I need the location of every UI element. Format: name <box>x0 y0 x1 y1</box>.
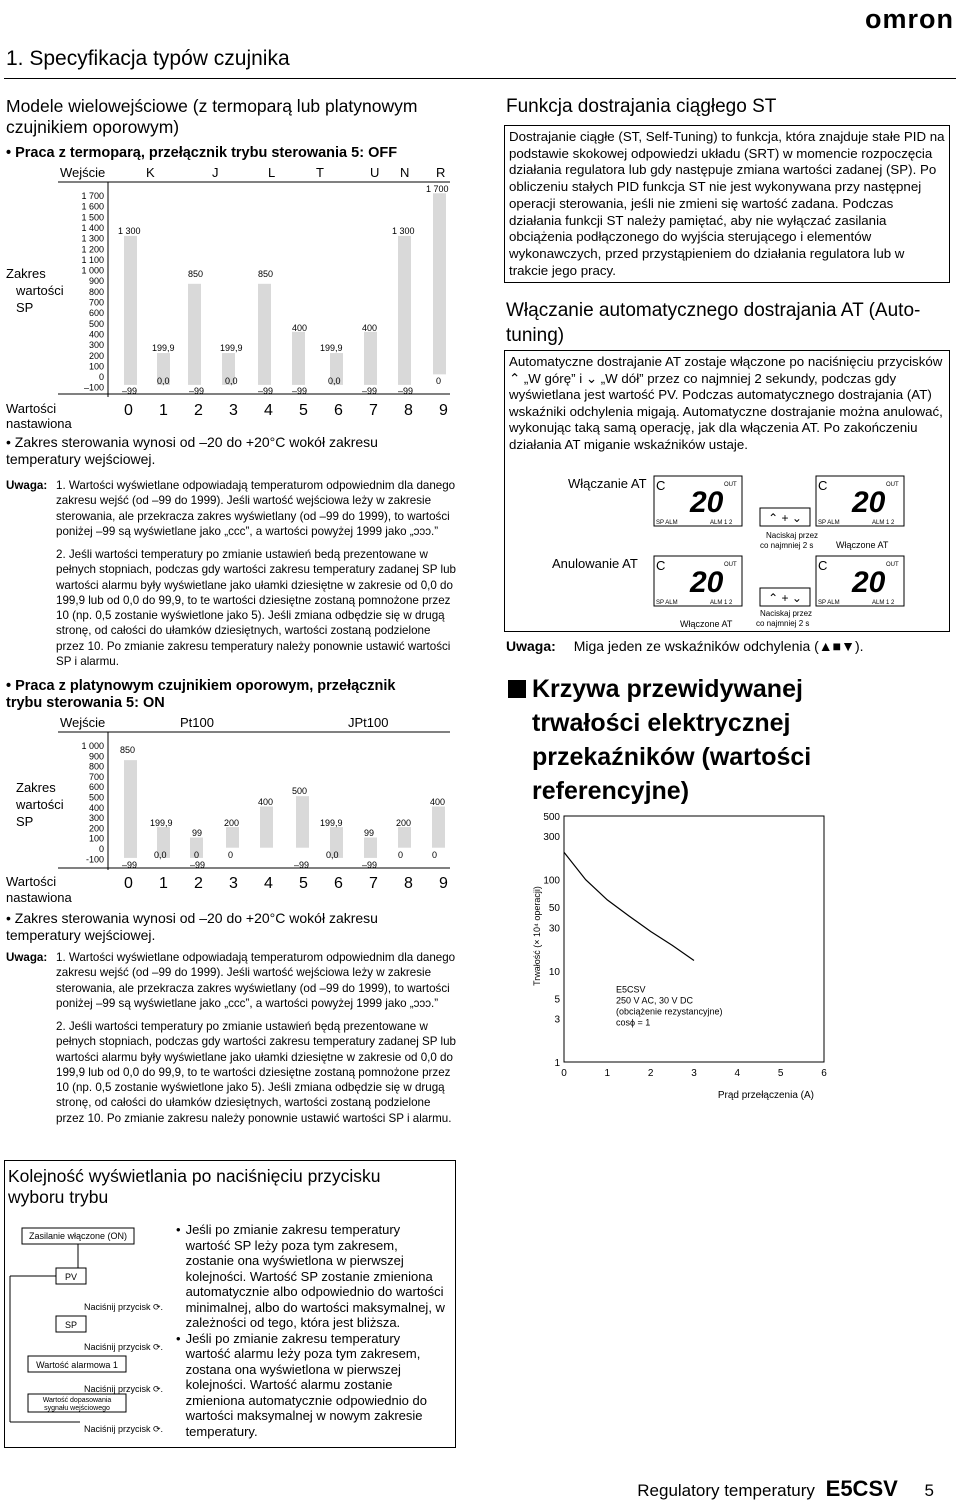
tc-bar-top-label: 850 <box>188 269 204 279</box>
tc-scale-tick: 700 <box>88 297 104 308</box>
pt-mid-label: 199,9 <box>320 818 343 828</box>
tc-scale-tick: 1 100 <box>81 254 104 265</box>
pt-mid-label: 200 <box>224 818 240 828</box>
sequence-bullet-1: • Jeśli po zmianie zakresu temperatury wartość SP leży poza tym zakresem, zostanie ona wyświetlona w pierwszej kolejności. Wartość SP zostanie zmieniona automatycznie albo odpowiednio do wartości minimalnej, albo do wartości maksymalnej, w zależności od tego, która jest bliższa. <box>176 1222 445 1330</box>
tc-scale-tick: 1 400 <box>81 222 104 233</box>
at-press-2: co najmniej 2 s <box>760 541 814 550</box>
tc-bar-top-label: 850 <box>258 269 274 279</box>
pt-top-label: 400 <box>258 797 274 807</box>
sequence-bullets <box>176 1222 448 1439</box>
chart-x-tick: 4 <box>734 1068 741 1079</box>
tc-input-label: Wejście <box>60 165 106 180</box>
at-panel-c: C <box>818 478 828 493</box>
footer-model: E5CSV <box>825 1476 898 1501</box>
relay-life-chart <box>506 808 846 1104</box>
pt-scale-tick: 900 <box>88 751 104 762</box>
pt-neg-label: –99 <box>190 860 206 870</box>
pt-bar-0 <box>124 760 137 858</box>
tc-scale-tick: 500 <box>88 318 104 329</box>
tc-bar-2 <box>188 284 201 385</box>
at-body: Automatyczne dostrajanie AT zostaje włączone po naciśnięciu przycisków ⌃ „W górę” i ⌄ „W dół” przez co najmniej 2 sekundy, podczas gdy wyświetlana jest wartość PV. Podczas automatycznego dostrajania (AT) wskaźniki odchylenia migają. Automatyczne dostrajanie można anulować, wykonując taką samą operację, jak dla włączenia AT. Po zakończeniu działania AT miganie wskaźników ustaje. <box>509 354 943 452</box>
tc-scale-tick: 600 <box>88 308 104 319</box>
at-panel-c: C <box>656 478 666 493</box>
seq-power-text: Zasilanie włączone (ON) <box>28 1231 128 1241</box>
chart-legend-line: cosϕ = 1 <box>616 1017 651 1028</box>
title-rule <box>4 78 956 79</box>
at-uwaga: Uwaga: <box>506 638 556 654</box>
at-on-state-2: Włączone AT <box>680 619 733 629</box>
chart-y-tick: 50 <box>548 903 560 915</box>
pt-zero-label: 0,0 <box>326 850 339 860</box>
pt-input-label: Wejście <box>60 715 106 730</box>
pt-zero-label: 0 <box>398 850 404 860</box>
pt-zero-label: 0 <box>228 850 234 860</box>
chart-x-tick: 5 <box>777 1068 784 1079</box>
pt-range-note: • Zakres sterowania wynosi od –20 do +20°C wokół zakresu temperatury wejściowej. <box>6 910 378 943</box>
tc-dec-label: 199,9 <box>320 343 343 353</box>
at-on-label: Włączanie AT <box>568 476 647 491</box>
tc-range-label-1: Zakres <box>6 266 46 281</box>
pt-mid-label: 199,9 <box>150 818 173 828</box>
pt-set-value: 9 <box>439 875 448 892</box>
at-panel-sp-alm: SP ALM <box>818 520 840 526</box>
pt-set-value: 7 <box>369 875 378 892</box>
chart-x-tick: 3 <box>691 1068 697 1079</box>
tc-bar-top-label: 1 700 <box>426 184 449 194</box>
pt-set-value: 4 <box>264 875 273 892</box>
chart-frame <box>564 816 824 1062</box>
tc-input-N: N <box>400 165 410 180</box>
tc-set-label-2: nastawiona <box>6 416 72 431</box>
at-uwaga-row <box>506 638 864 654</box>
at-panel-alm12: ALM 1 2 <box>872 520 895 526</box>
tc-neg-label: –99 <box>398 386 414 396</box>
chart-x-tick: 2 <box>647 1068 654 1079</box>
tc-range-diagram <box>0 162 470 432</box>
at-panel-alm12: ALM 1 2 <box>872 600 895 606</box>
tc-bar-4 <box>258 284 271 385</box>
pt-scale-tick: 0 <box>98 844 104 854</box>
tc-set-value: 7 <box>369 402 378 419</box>
omron-logo: omron <box>865 4 954 34</box>
tc-set-value: 4 <box>264 402 273 419</box>
at-panel-out: OUT <box>724 562 737 568</box>
pt-scale-tick: 600 <box>88 782 104 793</box>
at-panel-alm12: ALM 1 2 <box>710 520 733 526</box>
at-panel-sp-alm: SP ALM <box>656 520 678 526</box>
tc-scale-tick: 800 <box>88 286 104 297</box>
pt-bar-3 <box>226 827 239 848</box>
tc-scale-tick: 1 000 <box>81 265 104 276</box>
tc-scale-tick: 1 200 <box>81 244 104 255</box>
seq-press-label: Naciśnij przycisk ⟳. <box>84 1424 164 1434</box>
pt-set-label-2: nastawiona <box>6 890 72 905</box>
at-panel-display: 20 <box>852 486 886 519</box>
seq-press-label: Naciśnij przycisk ⟳. <box>84 1384 164 1394</box>
tc-set-value: 2 <box>194 402 203 419</box>
tc-zero-label: 0,0 <box>157 376 170 386</box>
tc-zero-label: 0 <box>436 376 442 386</box>
at-panel-out: OUT <box>886 482 899 488</box>
tc-bar-8 <box>398 236 411 385</box>
tc-scale-tick: 1 500 <box>81 212 104 223</box>
tc-neg-label: –99 <box>362 386 378 396</box>
pt-zero-label: 0 <box>194 850 200 860</box>
tc-set-value: 5 <box>299 402 308 419</box>
tc-bar-9 <box>433 193 446 374</box>
chart-legend-line: E5CSV <box>616 984 646 995</box>
at-panel-alm12: ALM 1 2 <box>710 600 733 606</box>
pt-top-label: 400 <box>430 797 446 807</box>
tc-set-label-1: Wartości <box>6 401 57 416</box>
pt-scale-tick: 800 <box>88 761 104 772</box>
at-panel-sp-alm: SP ALM <box>818 600 840 606</box>
footer-page: 5 <box>924 1481 934 1500</box>
tc-set-value: 8 <box>404 402 413 419</box>
relay-title: Krzywa przewidywanej trwałości elektrycznej przekaźników (wartości referencyjne) <box>532 675 812 805</box>
chart-x-tick: 0 <box>561 1068 567 1079</box>
pt-neg-label: –99 <box>122 860 138 870</box>
tc-scale-tick: 300 <box>88 340 104 351</box>
tc-dec-label: 199,9 <box>152 343 175 353</box>
pt-scale-tick: 200 <box>88 823 104 834</box>
at-panel-out: OUT <box>886 562 899 568</box>
footer-text: Regulatory temperatury <box>637 1481 815 1500</box>
at-press-4: co najmniej 2 s <box>756 619 810 628</box>
pt-bar-5 <box>296 796 309 848</box>
tc-bar-top-label: 1 300 <box>392 226 415 236</box>
tc-bar-top-label: 400 <box>292 323 308 333</box>
tc-uwaga: Uwaga: <box>6 479 48 492</box>
tc-heading: • Praca z termoparą, przełącznik trybu sterowania 5: OFF <box>6 145 398 161</box>
chart-legend-line: (obciążenie rezystancyjne) <box>616 1006 723 1017</box>
sequence-bullet-2: • Jeśli po zmianie zakresu temperatury wartość alarmu leży poza tym zakresem, zostana ona wyświetlona w pierwszej kolejności. Wartość alarmu zostanie zmieniona automatycznie odpowiednio do wartości maksymalnej w nowym zakresie temperatury. <box>176 1330 427 1439</box>
tc-input-J: J <box>212 165 219 180</box>
pt-scale-tick: 1 000 <box>81 741 104 751</box>
footer <box>637 1476 934 1502</box>
tc-range-label-3: SP <box>16 300 34 315</box>
pt-top-label: 500 <box>292 786 308 796</box>
pt-set-label-1: Wartości <box>6 874 57 889</box>
tc-bar-5 <box>292 332 305 385</box>
chart-legend-line: 250 V AC, 30 V DC <box>616 995 694 1006</box>
tc-input-K: K <box>146 165 155 180</box>
pt-input-jpt100: JPt100 <box>348 715 389 730</box>
at-button-glyph: ⌃ + ⌄ <box>768 511 802 525</box>
chart-x-tick: 6 <box>821 1068 827 1079</box>
pt-bar-7 <box>364 838 377 858</box>
models-heading: Modele wielowejściowe (z termoparą lub platynowym czujnikiem oporowym) <box>6 96 418 137</box>
at-press-1: Naciskaj przez <box>766 531 819 540</box>
pt-heading: • Praca z platynowym czujnikiem oporowym, przełącznik trybu sterowania 5: ON <box>6 678 396 711</box>
tc-neg-label: –99 <box>258 386 274 396</box>
at-uwaga-text: Miga jeden ze wskaźników odchylenia (▲■▼). <box>573 638 864 654</box>
tc-zero-label: 0,0 <box>328 376 341 386</box>
seq-box-text: Wartość alarmowa 1 <box>36 1360 118 1370</box>
chart-y-tick: 500 <box>543 812 560 823</box>
sequence-title: Kolejność wyświetlania po naciśnięciu przycisku wyboru trybu <box>8 1166 381 1207</box>
pt-range-label-1: Zakres <box>16 780 56 795</box>
tc-input-L: L <box>268 165 276 180</box>
chart-x-label: Prąd przełączenia (A) <box>717 1090 814 1101</box>
tc-scale-tick: 1 600 <box>81 201 104 212</box>
pt-zero-label: 0 <box>432 850 438 860</box>
at-cancel-label: Anulowanie AT <box>552 556 638 571</box>
chart-y-tick: 30 <box>548 923 560 935</box>
tc-input-T: T <box>316 165 324 180</box>
tc-scale-tick: 200 <box>88 350 104 361</box>
pt-set-value: 1 <box>159 875 168 892</box>
pt-neg-label: –99 <box>294 860 310 870</box>
tc-neg-label: –99 <box>292 386 308 396</box>
tc-bar-top-label: 1 300 <box>118 226 141 236</box>
chart-y-tick: 5 <box>554 994 560 1006</box>
pt-bar-4 <box>260 807 273 848</box>
pt-range-label-2: wartości <box>16 797 64 812</box>
seq-box-text: SP <box>64 1320 78 1330</box>
tc-dec-label: 199,9 <box>220 343 243 353</box>
chart-y-tick: 10 <box>548 966 560 978</box>
at-panel-display: 20 <box>690 566 724 599</box>
tc-set-value: 9 <box>439 402 448 419</box>
tc-scale-tick: –100 <box>83 382 104 393</box>
pt-bar-8 <box>398 827 411 848</box>
tc-scale-tick: 900 <box>88 276 104 287</box>
pt-range-label-3: SP <box>16 814 34 829</box>
at-panel-out: OUT <box>724 482 737 488</box>
tc-scale-tick: 1 700 <box>81 191 104 201</box>
seq-box-text: sygnału wejściowego <box>44 1405 110 1412</box>
tc-scale-tick: 100 <box>88 361 104 372</box>
at-on-state-1: Włączone AT <box>836 540 889 550</box>
sequence-flow <box>6 1226 186 1444</box>
pt-scale-tick: 300 <box>88 813 104 824</box>
tc-bar-0 <box>124 236 137 385</box>
at-button-glyph: ⌃ + ⌄ <box>768 591 802 605</box>
pt-mid-label: 99 <box>364 828 375 838</box>
pt-set-value: 3 <box>229 875 238 892</box>
relay-square-icon <box>508 680 526 698</box>
seq-press-label: Naciśnij przycisk ⟳. <box>84 1302 164 1312</box>
pt-neg-label: –99 <box>362 860 378 870</box>
st-title: Funkcja dostrajania ciągłego ST <box>506 96 777 117</box>
at-title: Włączanie automatycznego dostrajania AT (Auto-tuning) <box>506 300 921 346</box>
at-panel-sp-alm: SP ALM <box>656 600 678 606</box>
chart-y-tick: 1 <box>554 1058 560 1069</box>
chart-y-label: Trwałość (× 10⁴ operacji) <box>532 886 542 986</box>
pt-scale-tick: -100 <box>85 854 104 865</box>
at-panel-c: C <box>656 558 666 573</box>
tc-set-value: 6 <box>334 402 343 419</box>
pt-note-2: 2. Jeśli wartości temperatury po zmianie ustawień będą prezentowane w pełnych stopniach, podczas gdy wartości zakresu temperatury zadanej SP lub wartości alarmu były wyświetlane jako ułamki dziesiętne w zakresie od 0,0 do 199,9 lub od 0,0 do 99,9, to te wartości dziesiętne zostaną pomnożone przez 10 (np. 0,5 zostanie wyświetlone jako 5). Jeśli zmiana odbędzie się w drugą stronę, od całości do ułamków dziesiętnych, wartości zostaną podzielone przez 10. Po zmianie zakresu należy ponownie ustawić wartości SP i alarmu. <box>56 1020 456 1125</box>
pt-scale-tick: 700 <box>88 771 104 782</box>
tc-neg-label: –99 <box>189 386 205 396</box>
at-panel-display: 20 <box>852 566 886 599</box>
chart-x-tick: 1 <box>604 1068 611 1079</box>
tc-set-value: 0 <box>124 402 133 419</box>
pt-note-1: 1. Wartości wyświetlane odpowiadają temperaturom odpowiednim dla danego zakresu wejść (od –99 do 1999). Jeśli wartość wejściowa leży w zakresie sterowania, ale przekracza zakres wyświetlany (od –99 do 1999), to wartości poniżej –99 są wyświetlane jako „ccc”, a wartości powyżej 1999 jako „ɔɔɔ.” <box>56 951 456 1010</box>
tc-bar-top-label: 400 <box>362 323 378 333</box>
at-panel-c: C <box>818 558 828 573</box>
tc-range-note: • Zakres sterowania wynosi od –20 do +20°C wokół zakresu temperatury wejściowej. <box>6 434 378 467</box>
pt-set-value: 6 <box>334 875 343 892</box>
pt-bar-9 <box>432 807 445 848</box>
chart-series-E5CSV <box>564 852 694 960</box>
chart-y-tick: 3 <box>554 1014 560 1026</box>
seq-press-label: Naciśnij przycisk ⟳. <box>84 1342 164 1352</box>
tc-scale-tick: 1 300 <box>81 233 104 244</box>
tc-set-value: 3 <box>229 402 238 419</box>
st-body: Dostrajanie ciągłe (ST, Self-Tuning) to funkcja, która znajduje stałe PID na podstawie skokowej odpowiedzi układu (SRT) w momencie rozpoczęcia działania regulatora lub gdy następuje zmiana wartości zadanej (SP). Po obliczeniu stałych PID funkcja ST nie jest wykonywana przy następnej operacji sterowania, jeśli nie zmieni się wartość zadana. Podczas działania funkcji ST należy pamiętać, aby nie wyłączać zasilania obciążenia podłączonego do wyjścia sterującego i elementów wykonawczych, przed przystąpieniem do działania regulatora lub w trakcie jego pracy. <box>504 125 950 283</box>
tc-input-U: U <box>370 165 380 180</box>
pt-scale-tick: 100 <box>88 833 104 844</box>
chart-y-tick: 100 <box>543 875 560 887</box>
tc-neg-label: –99 <box>122 386 138 396</box>
tc-set-value: 1 <box>159 402 168 419</box>
chart-y-tick: 300 <box>543 832 560 844</box>
pt-set-value: 5 <box>299 875 308 892</box>
pt-mid-label: 200 <box>396 818 412 828</box>
tc-note-1: 1. Wartości wyświetlane odpowiadają temperaturom odpowiednim dla danego zakresu wejść (od –99 do 1999). Jeśli wartość wejściowa leży w zakresie sterowania, ale przekracza zakres wyświetlany (od –99 do 1999), to wartości poniżej –99 są wyświetlane jako „ccc”, a wartości powyżej 1999 jako „ɔɔɔ.” <box>56 479 456 538</box>
tc-input-R: R <box>436 165 446 180</box>
pt-set-value: 0 <box>124 875 133 892</box>
tc-scale-tick: 400 <box>88 329 104 340</box>
pt-scale-tick: 400 <box>88 802 104 813</box>
tc-zero-label: 0,0 <box>225 376 238 386</box>
pt-scale-tick: 500 <box>88 792 104 803</box>
tc-range-label-2: wartości <box>16 283 64 298</box>
tc-note-2: 2. Jeśli wartości temperatury po zmianie ustawień bedą prezentowane w pełnych stopniach, podczas gdy wartości zakresu temperatury zadanej SP lub wartości alarmu były wyświetlane jako ułamki dziesiętne w zakresie od 0,0 do 199,9 lub od 0,0 do 99,9, to te wartości dziesiętne zostaną pomnożone przez 10 (np. 0,5 zostanie wyświetlone jako 5). Jeśli zmiana odbędzie się w drugą stronę, od całości do ułamków dziesiętnych, wartości zostaną podzielone przez 10. Po zmianie zakresu temperatury należy ponownie ustawić wartości SP i alarmu. <box>56 548 456 669</box>
at-panel-display: 20 <box>690 486 724 519</box>
tc-bar-7 <box>364 332 377 385</box>
pt-mid-label: 99 <box>192 828 203 838</box>
pt-top-label: 850 <box>120 745 136 755</box>
tc-scale-tick: 0 <box>98 372 104 383</box>
pt-zero-label: 0,0 <box>154 850 167 860</box>
section-title: 1. Specyfikacja typów czujnika <box>6 47 290 70</box>
seq-box-text: PV <box>64 1272 78 1282</box>
at-diagram <box>506 472 950 632</box>
pt-input-pt100: Pt100 <box>180 715 214 730</box>
at-press-3: Naciskaj przez <box>760 609 813 618</box>
pt-uwaga: Uwaga: <box>6 951 48 964</box>
pt-set-value: 8 <box>404 875 413 892</box>
pt-set-value: 2 <box>194 875 203 892</box>
pt-range-diagram <box>0 712 470 908</box>
seq-box-text: Wartość dopasowania <box>42 1397 112 1404</box>
